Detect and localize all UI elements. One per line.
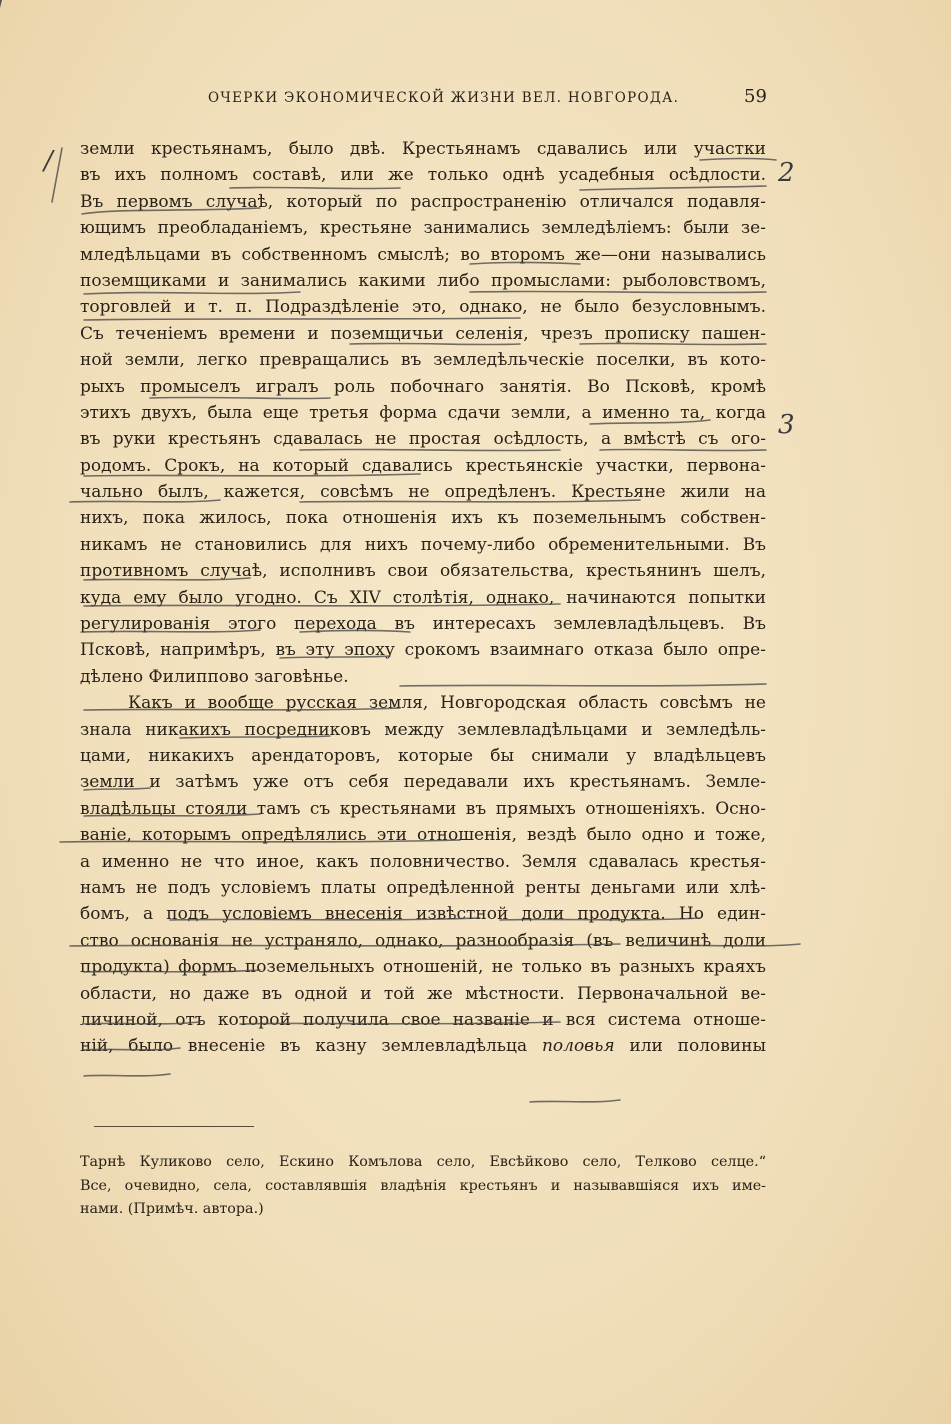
- text-line: владѣльцы стояли тамъ съ крестьянами въ прямыхъ отношеніяхъ. Осно-: [80, 798, 766, 819]
- margin-mark-2: 2: [778, 158, 795, 188]
- text-line: ство основанія не устраняло, однако, разнообразія (въ величинѣ доли: [80, 930, 766, 951]
- text-line: продукта) формъ поземельныхъ отношеній, не только въ разныхъ краяхъ: [80, 957, 766, 978]
- last-text-line: [80, 1033, 766, 1059]
- footnote-line: нами. (Примѣч. автора.): [80, 1201, 264, 1217]
- text-line: ной земли, легко превращались въ земледѣльческіе поселки, въ кото-: [80, 350, 766, 371]
- footnote: [80, 1151, 766, 1222]
- text-line: намъ не подъ условіемъ платы опредѣленной ренты деньгами или хлѣ-: [80, 877, 766, 898]
- text-line: бомъ, а подъ условіемъ внесенія извѣстной доли продукта. Но един-: [80, 904, 766, 925]
- text-line: мледѣльцами въ собственномъ смыслѣ; во второмъ же—они назывались: [80, 244, 766, 265]
- text-line: ющимъ преобладаніемъ, крестьяне занимались земледѣліемъ: были зе-: [80, 218, 766, 239]
- text-line: Псковѣ, напримѣръ, въ эту эпоху срокомъ взаимнаго отказа было опре-: [80, 640, 766, 661]
- footnote-line: Все, очевидно, села, составлявшія владѣнія крестьянъ и называвшіяся ихъ име-: [80, 1177, 766, 1194]
- text-line: противномъ случаѣ, исполнивъ свои обязательства, крестьянинъ шелъ,: [80, 561, 766, 582]
- text-line: цами, никакихъ арендаторовъ, которые бы снимали у владѣльцевъ: [80, 745, 766, 766]
- last-line-end: или половины: [629, 1036, 767, 1057]
- text-line: куда ему было угодно. Съ XIV столѣтія, однако, начинаются попытки: [80, 587, 766, 608]
- text-line: а именно не что иное, какъ половничество. Земля сдавалась крестья-: [80, 851, 766, 872]
- text-line: личиной, отъ которой получила свое названіе и вся система отноше-: [80, 1009, 766, 1030]
- text-line: въ руки крестьянъ сдавалась не простая осѣдлость, а вмѣстѣ съ ого-: [80, 429, 766, 450]
- running-title: ОЧЕРКИ ЭКОНОМИЧЕСКОЙ ЖИЗНИ ВЕЛ. НОВГОРОДА.: [208, 90, 680, 106]
- text-line: области, но даже въ одной и той же мѣстности. Первоначальной ве-: [80, 983, 766, 1004]
- text-line: дѣлено Филиппово заговѣнье.: [80, 666, 349, 687]
- margin-mark-3: 3: [778, 410, 795, 440]
- last-line-start: ній, было внесеніе въ казну землевладѣльца: [80, 1036, 528, 1057]
- footnote-rule: [94, 1126, 254, 1127]
- text-line: Съ теченіемъ времени и поземщичьи селенія, чрезъ прописку пашен-: [80, 323, 766, 344]
- text-line: торговлей и т. п. Подраздѣленіе это, однако, не было безусловнымъ.: [80, 297, 766, 318]
- text-line: знала никакихъ посредниковъ между землевладѣльцами и земледѣль-: [80, 719, 766, 740]
- text-line: ваніе, которымъ опредѣлялись эти отношенія, вездѣ было одно и тоже,: [80, 825, 766, 846]
- text-line: земли крестьянамъ, было двѣ. Крестьянамъ сдавались или участки: [80, 139, 766, 159]
- page-number: 59: [744, 86, 767, 107]
- text-line: въ ихъ полномъ составѣ, или же только однѣ усадебныя осѣдлости.: [80, 165, 766, 186]
- text-line: земли и затѣмъ уже отъ себя передавали ихъ крестьянамъ. Земле-: [80, 772, 766, 793]
- text-line: регулированія этого перехода въ интересахъ землевладѣльцевъ. Въ: [80, 614, 766, 635]
- text-line: чально былъ, кажется, совсѣмъ не опредѣленъ. Крестьяне жили на: [80, 482, 766, 503]
- body-text: [80, 136, 766, 1060]
- text-line: этихъ двухъ, была еще третья форма сдачи земли, а именно та, когда: [80, 402, 766, 423]
- text-line: родомъ. Срокъ, на который сдавались крестьянскіе участки, первона-: [80, 455, 766, 476]
- emphasized-word: половья: [541, 1036, 615, 1057]
- paragraph-start-line: Какъ и вообще русская земля, Новгородская область совсѣмъ не: [128, 693, 766, 714]
- text-line: поземщиками и занимались какими либо промыслами: рыболовствомъ,: [80, 270, 766, 291]
- text-line: нихъ, пока жилось, пока отношенія ихъ къ поземельнымъ собствен-: [80, 508, 766, 529]
- text-line: никамъ не становились для нихъ почему-либо обременительными. Въ: [80, 534, 766, 555]
- text-line: рыхъ промыселъ игралъ роль побочнаго занятія. Во Псковѣ, кромѣ: [80, 376, 766, 397]
- margin-mark-1: /: [44, 146, 53, 176]
- text-line: Въ первомъ случаѣ, который по распространенію отличался подавля-: [80, 191, 766, 212]
- footnote-line: Тарнѣ Куликово село, Ескино Комълова село, Евсѣйково село, Телково селце.“: [80, 1154, 766, 1170]
